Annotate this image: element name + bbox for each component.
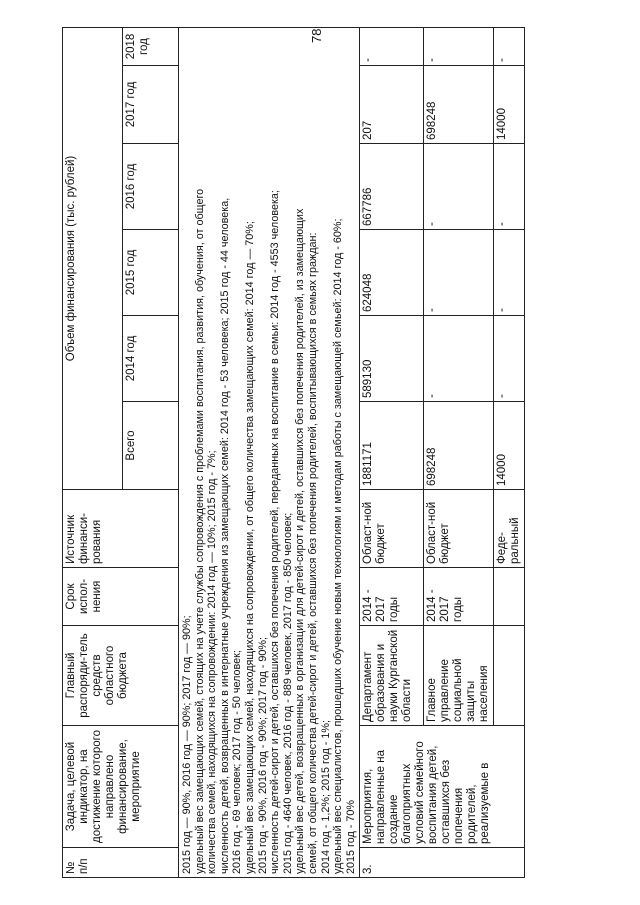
indicator-line: 2015 год — 90%, 2016 год — 90%; 2017 год — 90%; xyxy=(181,615,193,874)
indicator-line: 2015 год - 90%, 2016 год - 90%; 2017 год - 90%; xyxy=(256,637,269,874)
indicator-line: удельный вес замещающих семей, находящихся на сопровождении, от общего количества замещающих семей: 2014 год — 70%; xyxy=(243,221,256,874)
y2015-cell: 624048 xyxy=(360,230,424,316)
measure-num: 3. xyxy=(360,848,525,878)
indicator-line: численность детей-сирот и детей, оставшихся без попечения родителей, переданных на воспитание в семьи: 2014 год - 4553 человека; xyxy=(269,190,282,874)
col-2018: 2018 год xyxy=(123,28,179,66)
col-task: Задача, целевой индикатор, на достижение которого направлено финансирование, мероприятие xyxy=(63,726,179,848)
y2016-cell: - xyxy=(494,144,525,230)
y2015-cell: - xyxy=(494,230,525,316)
y2015-cell: - xyxy=(424,230,494,316)
term-cell: 2014 - 2017 годы xyxy=(424,568,494,626)
indicators-cell xyxy=(179,28,360,878)
col-num: № п/п xyxy=(63,848,179,878)
header-row-1 xyxy=(63,28,123,878)
col-volume: Объем финансирования (тыс. рублей) xyxy=(63,28,123,490)
page-number: 78 xyxy=(309,28,324,43)
measure-task: Мероприятия, направленные на создание благоприятных условий семейного воспитания детей, оставшихся без попечения родителей, реализуемые в xyxy=(360,726,525,848)
indicator-line: численность детей, возвращенных в интернатные учреждения из замещающих семей: 2014 год - 53 человека; 2015 год - 44 человека, xyxy=(218,197,231,874)
col-2017: 2017 год xyxy=(123,66,179,144)
manager-cell xyxy=(494,626,525,726)
term-cell: 2014 - 2017 годы xyxy=(360,568,424,626)
indicator-line: 2014 год - 1,2%; 2015 год - 1%; xyxy=(319,720,332,874)
indicator-line: 2016 год - 69 человек; 2017 год - 50 человек; xyxy=(231,650,244,874)
y2018-cell: - xyxy=(424,28,494,66)
indicators-row xyxy=(179,28,360,878)
y2016-cell: - xyxy=(424,144,494,230)
indicator-line: семей, от общего количества детей-сирот и детей, оставшихся без попечения родителей, воспитывающихся в семьях граждан: xyxy=(306,232,319,874)
y2018-cell: - xyxy=(360,28,424,66)
manager-cell: Департамент образования и науки Курганской области xyxy=(360,626,424,726)
col-2015: 2015 год xyxy=(123,230,179,316)
col-term: Срок испол-нения xyxy=(63,568,179,626)
indicator-line: количества семей, находящихся на сопровождении: 2014 год — 10%; 2015 год - 7%; xyxy=(206,450,219,874)
total-cell: 14000 xyxy=(494,402,525,490)
col-manager: Главный распоряди-тель средств областного бюджета xyxy=(63,626,179,726)
financing-table xyxy=(62,27,525,878)
source-cell: Феде-ральный xyxy=(494,490,525,568)
indicator-line: удельный вес детей, возвращенных в организации для детей-сирот и детей, оставшихся без попечения родителей, из замещающих xyxy=(294,208,307,874)
indicator-line: 2015 год - 4640 человек, 2016 год - 889 человек, 2017 год - 850 человек; xyxy=(281,512,294,874)
col-2016: 2016 год xyxy=(123,144,179,230)
total-cell: 698248 xyxy=(424,402,494,490)
y2016-cell: 667786 xyxy=(360,144,424,230)
col-2014: 2014 год xyxy=(123,316,179,402)
y2014-cell: - xyxy=(424,316,494,402)
term-cell xyxy=(494,568,525,626)
total-cell: 1881171 xyxy=(360,402,424,490)
y2014-cell: - xyxy=(494,316,525,402)
indicator-line: удельный вес замещающих семей, стоящих на учете службы сопровождения с проблемами воспитания, развития, обучения, от общего xyxy=(193,188,206,874)
col-total: Всего xyxy=(123,402,179,490)
y2017-cell: 698248 xyxy=(424,66,494,144)
y2017-cell: 14000 xyxy=(494,66,525,144)
manager-cell: Главное управление социальной защиты населения xyxy=(424,626,494,726)
source-cell: Област-ной бюджет xyxy=(360,490,424,568)
y2017-cell: 207 xyxy=(360,66,424,144)
indicator-line: 2015 год - 70% xyxy=(344,800,357,874)
col-source: Источник финанси-рования xyxy=(63,490,179,568)
y2018-cell: - xyxy=(494,28,525,66)
rotated-page xyxy=(62,28,602,878)
indicator-line: удельный вес специалистов, прошедших обучение новым технологиям и методам работы с замещающей семьей: 2014 год - 60%; xyxy=(332,218,345,874)
y2014-cell: 589130 xyxy=(360,316,424,402)
table-row xyxy=(360,28,424,878)
source-cell: Област-ной бюджет xyxy=(424,490,494,568)
